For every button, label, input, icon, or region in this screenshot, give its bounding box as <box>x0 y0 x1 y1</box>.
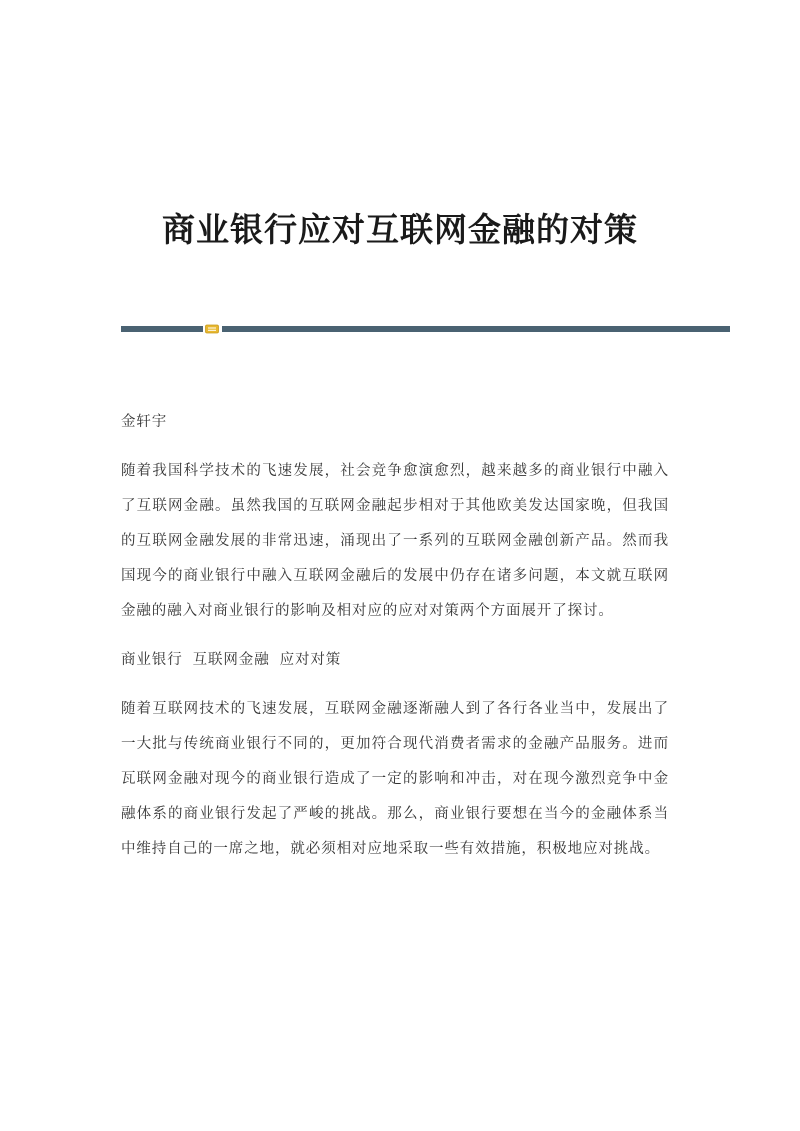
document-content <box>121 405 669 867</box>
author-name: 金轩宇 <box>121 414 168 430</box>
divider-bar-left <box>121 326 203 332</box>
body-paragraph: 随着互联网技术的飞速发展，互联网金融逐渐融人到了各行各业当中，发展出了一大批与传统商业银行不同的，更加符合现代消费者需求的金融产品服务。进而瓦联网金融对现今的商业银行造成了一定的影响和冲击，对在现今激烈竞争中金融体系的商业银行发起了严峻的挑战。那么，商业银行要想在当今的金融体系当中维持自己的一席之地，就必须相对应地采取一些有效措施，积极地应对挑战。 <box>121 701 669 857</box>
keyword: 商业银行 <box>121 652 183 668</box>
abstract-paragraph: 随着我国科学技术的飞速发展，社会竞争愈演愈烈，越来越多的商业银行中融入了互联网金融。虽然我国的互联网金融起步相对于其他欧美发达国家晚，但我国的互联网金融发展的非常迅速，涌现出了一系列的互联网金融创新产品。然而我国现今的商业银行中融入互联网金融后的发展中仍存在诸多问题，本文就互联网金融的融入对商业银行的影响及相对应的应对对策两个方面展开了探讨。 <box>121 463 669 619</box>
page-title: 商业银行应对互联网金融的对策 <box>162 210 638 250</box>
title-divider <box>121 324 730 334</box>
keyword: 应对对策 <box>279 652 342 668</box>
keywords-line <box>121 643 669 678</box>
keyword: 互联网金融 <box>192 652 270 668</box>
divider-bar-right <box>222 326 730 332</box>
document-emblem-icon <box>205 324 219 334</box>
